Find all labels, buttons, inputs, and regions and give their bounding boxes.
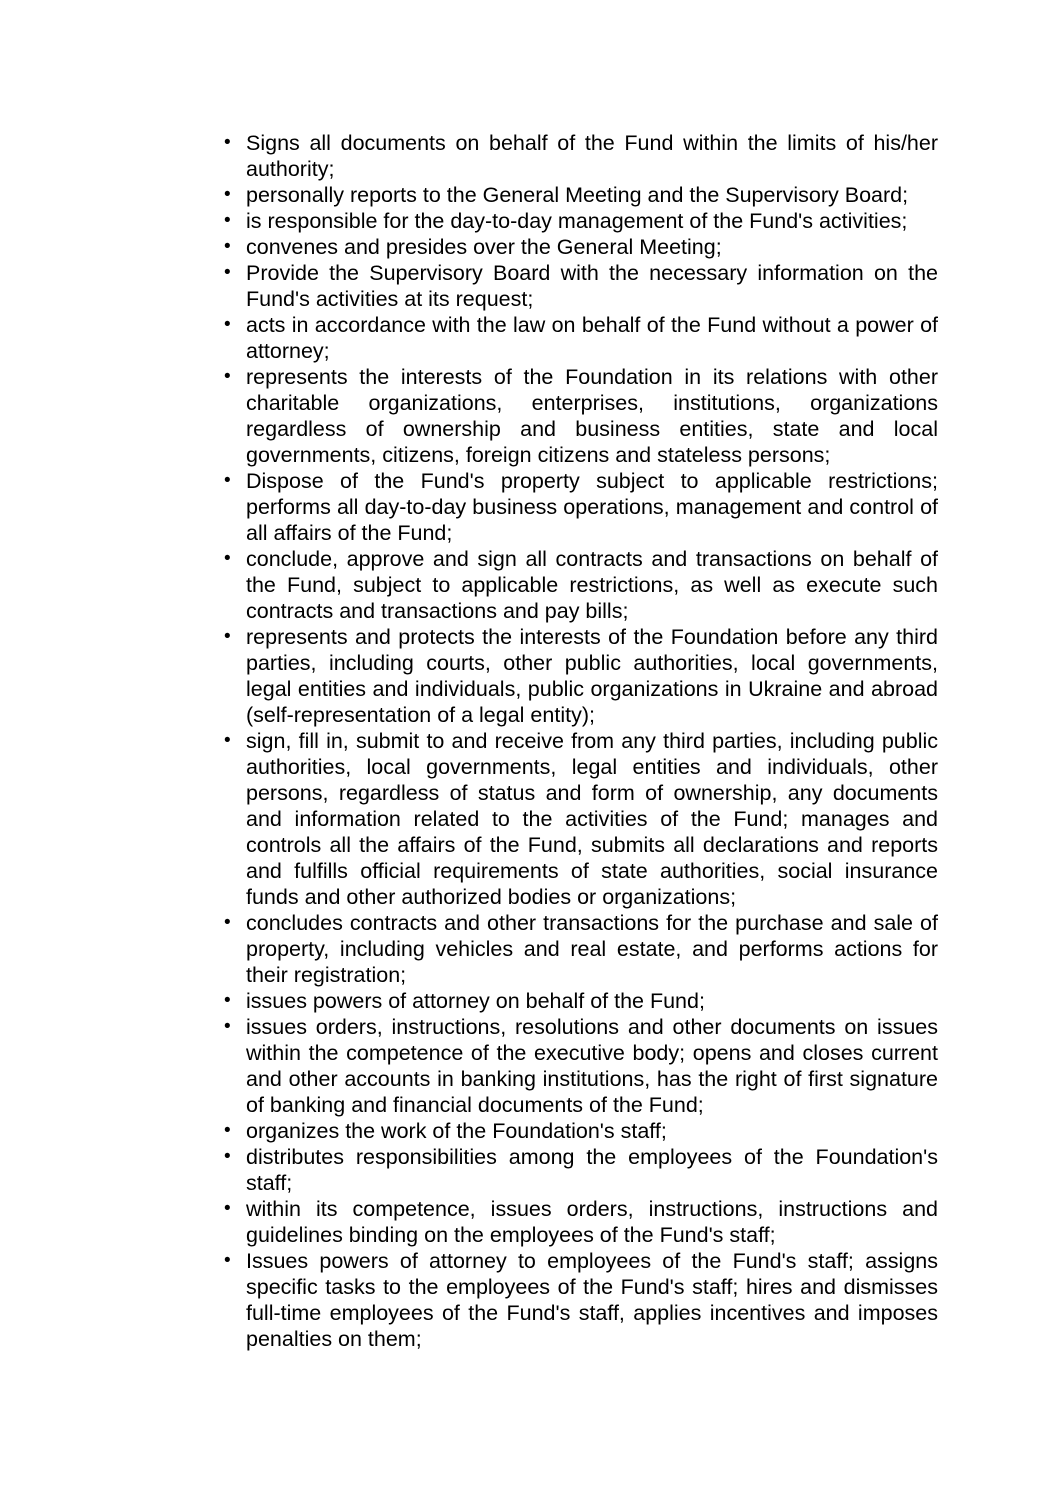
list-item bbox=[224, 208, 938, 234]
bullet-icon: • bbox=[224, 730, 231, 751]
list-item bbox=[224, 988, 938, 1014]
bullet-icon: • bbox=[224, 132, 231, 153]
bullet-icon: • bbox=[224, 470, 231, 491]
bullet-text: personally reports to the General Meeting and the Supervisory Board; bbox=[246, 183, 909, 207]
bullet-text: within its competence, issues orders, instructions, instructions and guidelines binding on the employees of the Fund's staff; bbox=[246, 1197, 938, 1247]
list-item bbox=[224, 130, 938, 182]
bullet-text: distributes responsibilities among the employees of the Foundation's staff; bbox=[246, 1145, 938, 1195]
list-item bbox=[224, 546, 938, 624]
bullet-icon: • bbox=[224, 1146, 231, 1167]
bullet-icon: • bbox=[224, 184, 231, 205]
list-item bbox=[224, 468, 938, 546]
list-item bbox=[224, 910, 938, 988]
list-item bbox=[224, 260, 938, 312]
bullet-text: concludes contracts and other transactions for the purchase and sale of property, including vehicles and real estate, and performs actions for their registration; bbox=[246, 911, 938, 987]
list-item bbox=[224, 1014, 938, 1118]
bullet-icon: • bbox=[224, 262, 231, 283]
bullet-text: issues powers of attorney on behalf of the Fund; bbox=[246, 989, 705, 1013]
bullet-list bbox=[224, 130, 938, 1352]
bullet-text: represents the interests of the Foundation in its relations with other charitable organizations, enterprises, institutions, organizations regardless of ownership and business entities, state and local governments, citizens, foreign citizens and stateless persons; bbox=[246, 365, 938, 467]
bullet-text: Dispose of the Fund's property subject to applicable restrictions; performs all day-to-day business operations, management and control of all affairs of the Fund; bbox=[246, 469, 938, 545]
bullet-text: acts in accordance with the law on behalf of the Fund without a power of attorney; bbox=[246, 313, 938, 363]
bullet-icon: • bbox=[224, 912, 231, 933]
list-item bbox=[224, 182, 938, 208]
bullet-icon: • bbox=[224, 1198, 231, 1219]
list-item bbox=[224, 364, 938, 468]
bullet-text: convenes and presides over the General Meeting; bbox=[246, 235, 722, 259]
bullet-icon: • bbox=[224, 210, 231, 231]
bullet-icon: • bbox=[224, 314, 231, 335]
list-item bbox=[224, 1196, 938, 1248]
list-item bbox=[224, 312, 938, 364]
bullet-text: Signs all documents on behalf of the Fund within the limits of his/her authority; bbox=[246, 131, 938, 181]
bullet-icon: • bbox=[224, 548, 231, 569]
bullet-text: represents and protects the interests of the Foundation before any third parties, including courts, other public authorities, local governments, legal entities and individuals, public organizations in Ukraine and abroad (self-representation of a legal entity); bbox=[246, 625, 938, 727]
bullet-text: is responsible for the day-to-day management of the Fund's activities; bbox=[246, 209, 908, 233]
bullet-text: Issues powers of attorney to employees of the Fund's staff; assigns specific tasks to the employees of the Fund's staff; hires and dismisses full-time employees of the Fund's staff, applies incentives and imposes penalties on them; bbox=[246, 1249, 938, 1351]
bullet-text: sign, fill in, submit to and receive from any third parties, including public authorities, local governments, legal entities and individuals, other persons, regardless of status and form of ownership, any documents and information related to the activities of the Fund; manages and controls all the affairs of the Fund, submits all declarations and reports and fulfills official requirements of state authorities, social insurance funds and other authorized bodies or organizations; bbox=[246, 729, 938, 909]
bullet-icon: • bbox=[224, 1016, 231, 1037]
bullet-icon: • bbox=[224, 1250, 231, 1271]
bullet-text: organizes the work of the Foundation's staff; bbox=[246, 1119, 667, 1143]
bullet-icon: • bbox=[224, 990, 231, 1011]
list-item bbox=[224, 624, 938, 728]
list-item bbox=[224, 728, 938, 910]
bullet-icon: • bbox=[224, 626, 231, 647]
list-item bbox=[224, 1248, 938, 1352]
bullet-icon: • bbox=[224, 366, 231, 387]
list-item bbox=[224, 1118, 938, 1144]
bullet-icon: • bbox=[224, 1120, 231, 1141]
list-item bbox=[224, 234, 938, 260]
list-item bbox=[224, 1144, 938, 1196]
bullet-icon: • bbox=[224, 236, 231, 257]
bullet-text: issues orders, instructions, resolutions and other documents on issues within the competence of the executive body; opens and closes current and other accounts in banking institutions, has the right of first signature of banking and financial documents of the Fund; bbox=[246, 1015, 938, 1117]
bullet-text: conclude, approve and sign all contracts and transactions on behalf of the Fund, subject to applicable restrictions, as well as execute such contracts and transactions and pay bills; bbox=[246, 547, 938, 623]
bullet-text: Provide the Supervisory Board with the necessary information on the Fund's activities at its request; bbox=[246, 261, 938, 311]
